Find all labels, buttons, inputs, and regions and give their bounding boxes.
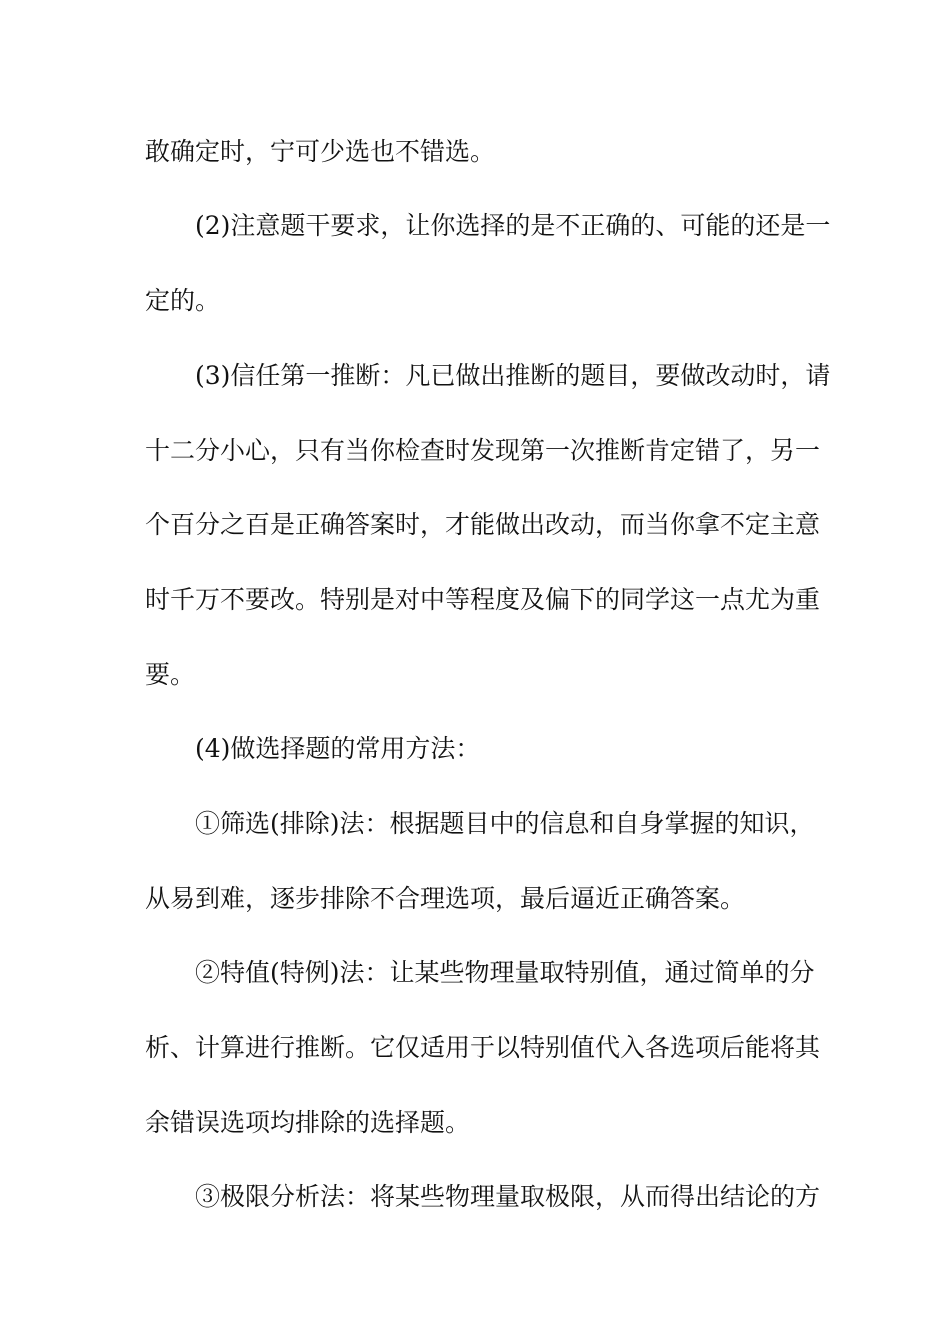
text-line: (3)信任第一推断：凡已做出推断的题目，要做改动时，请 bbox=[195, 361, 831, 390]
text-line: ①筛选(排除)法：根据题目中的信息和自身掌握的知识， bbox=[195, 809, 815, 838]
text-line: ③极限分析法：将某些物理量取极限，从而得出结论的方 bbox=[195, 1182, 821, 1211]
text-line: 十二分小心，只有当你检查时发现第一次推断肯定错了，另一 bbox=[145, 436, 821, 465]
text-line: (4)做选择题的常用方法： bbox=[195, 734, 481, 763]
text-line: 余错误选项均排除的选择题。 bbox=[145, 1108, 471, 1137]
text-line: 敢确定时，宁可少选也不错选。 bbox=[145, 137, 496, 166]
text-line: 时千万不要改。特别是对中等程度及偏下的同学这一点尤为重 bbox=[145, 585, 821, 614]
text-line: 个百分之百是正确答案时，才能做出改动，而当你拿不定主意 bbox=[145, 510, 821, 539]
text-line: 从易到难，逐步排除不合理选项，最后逼近正确答案。 bbox=[145, 884, 746, 913]
text-line: ②特值(特例)法：让某些物理量取特别值，通过简单的分 bbox=[195, 958, 815, 987]
text-line: (2)注意题干要求，让你选择的是不正确的、可能的还是一 bbox=[195, 211, 831, 240]
text-line: 析、计算进行推断。它仅适用于以特别值代入各选项后能将其 bbox=[145, 1033, 821, 1062]
text-line: 要。 bbox=[145, 660, 196, 689]
text-line: 定的。 bbox=[145, 286, 221, 315]
